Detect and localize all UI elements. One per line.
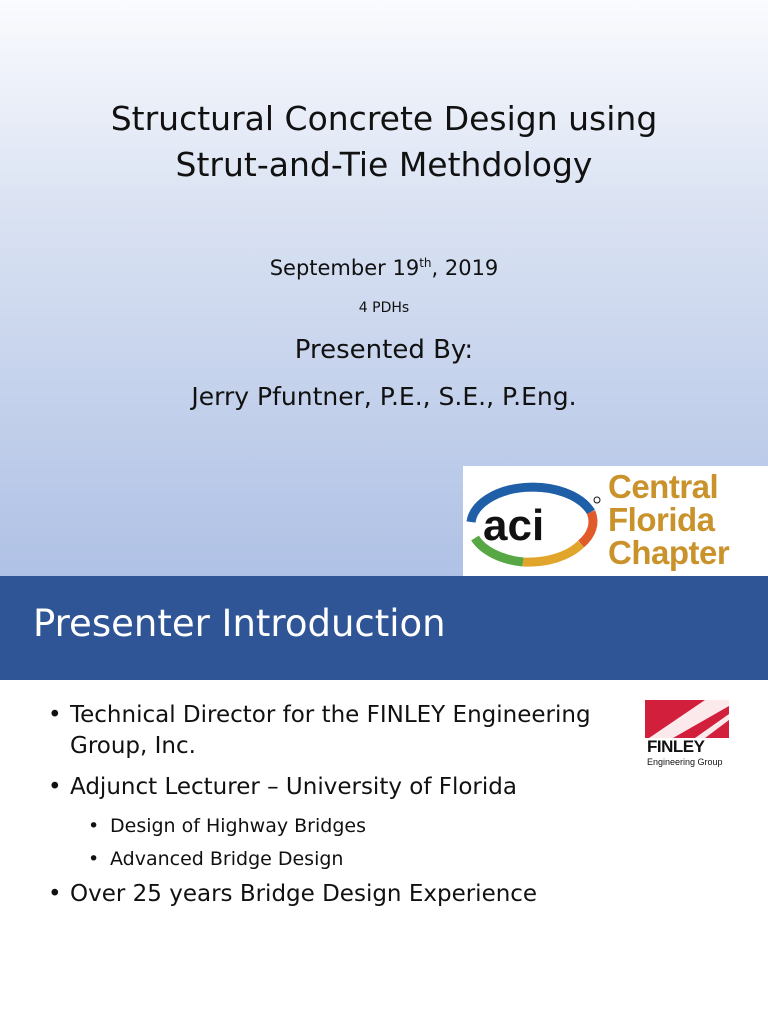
sub-bullet-item: • Advanced Bridge Design bbox=[88, 846, 628, 872]
aci-wordmark: aci bbox=[483, 501, 545, 550]
slide-2-header bbox=[0, 576, 768, 680]
chapter-wordmark bbox=[608, 470, 768, 569]
presentation-date bbox=[0, 256, 768, 280]
aci-arc-logo-icon bbox=[463, 466, 608, 576]
finley-wordmark: FINLEY bbox=[647, 737, 705, 756]
date-suffix: , 2019 bbox=[431, 256, 499, 280]
chapter-line-1: Central bbox=[608, 468, 719, 505]
bullet-item: • Over 25 years Bridge Design Experience bbox=[48, 879, 628, 910]
bullet-item: • Technical Director for the FINLEY Engineering Group, Inc. bbox=[48, 700, 628, 762]
slide-2-title: Presenter Introduction bbox=[33, 602, 446, 645]
title-line-1: Structural Concrete Design using bbox=[110, 99, 658, 138]
chapter-line-3: Chapter bbox=[608, 534, 730, 571]
pdh-credits: 4 PDHs bbox=[358, 300, 410, 316]
title-line-2: Strut-and-Tie Methdology bbox=[175, 145, 593, 184]
chapter-line-2: Florida bbox=[608, 501, 715, 538]
date-prefix: September 19 bbox=[269, 256, 420, 280]
sub-bullet-item: • Design of Highway Bridges bbox=[88, 813, 628, 839]
presenter-bullet-list bbox=[48, 700, 628, 920]
bullet-item: • Adjunct Lecturer – University of Florida bbox=[48, 772, 628, 803]
presented-by-label: Presented By: bbox=[294, 335, 474, 365]
finley-bridge-icon bbox=[645, 700, 729, 738]
presenter-name: Jerry Pfuntner, P.E., S.E., P.Eng. bbox=[191, 382, 577, 411]
finley-subtitle: Engineering Group bbox=[647, 757, 723, 767]
aci-central-florida-logo bbox=[463, 466, 768, 576]
slide-title bbox=[0, 96, 768, 188]
finley-logo bbox=[645, 700, 733, 770]
date-ordinal: th bbox=[419, 256, 432, 270]
